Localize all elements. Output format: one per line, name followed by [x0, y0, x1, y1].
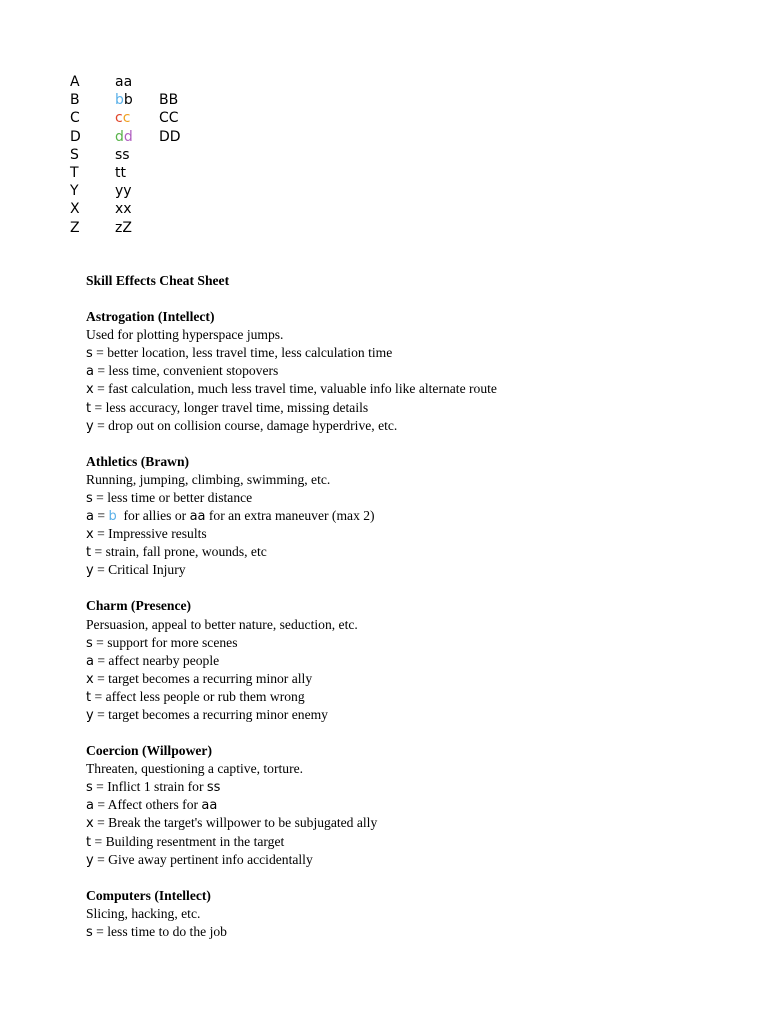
effect-text: = drop out on collision course, damage hyperdrive, etc. — [93, 417, 398, 433]
effect-line — [86, 507, 726, 525]
effect-text: = Give away pertinent info accidentally — [93, 851, 313, 867]
effect-symbol: y — [86, 852, 94, 868]
boost-symbol: b — [108, 509, 117, 525]
legend-key: Z — [70, 219, 80, 236]
effect-line — [86, 399, 726, 417]
effect-line — [86, 380, 726, 398]
effect-symbol: a — [86, 653, 94, 669]
effect-text: = Break the target's willpower to be subjugated ally — [93, 815, 378, 831]
effect-symbol: a — [86, 364, 94, 380]
legend-symbol-challenge: cc — [115, 110, 131, 127]
effect-symbol: a — [86, 509, 94, 525]
section-description: Threaten, questioning a captive, torture. — [86, 761, 304, 777]
effect-text: for an extra maneuver (max 2) — [205, 508, 375, 524]
effect-text: = target becomes a recurring minor ally — [93, 670, 313, 686]
effect-line — [86, 489, 726, 507]
effect-symbol: t — [86, 545, 92, 561]
effect-line — [86, 543, 726, 561]
legend-key: D — [70, 128, 81, 145]
legend-key: B — [70, 92, 80, 109]
effect-line — [86, 833, 726, 851]
legend-symbol: aa — [115, 74, 133, 90]
effect-text: = Critical Injury — [93, 562, 186, 578]
effect-text: = Impressive results — [93, 526, 207, 542]
effect-line — [86, 670, 726, 688]
section-heading: Computers (Intellect) — [86, 887, 211, 903]
effect-symbol: s — [86, 490, 93, 506]
legend-symbol: zZ — [115, 219, 132, 236]
effect-symbol: t — [86, 400, 92, 416]
effect-line — [86, 634, 726, 652]
section-description: Persuasion, appeal to better nature, seduction, etc. — [86, 616, 358, 632]
legend-symbol-difficulty: dd — [115, 128, 133, 145]
legend-key: C — [70, 110, 80, 127]
legend-key: X — [70, 201, 80, 218]
effect-line — [86, 561, 726, 579]
effect-text: = Inflict 1 strain for — [92, 779, 207, 795]
effect-text: = affect nearby people — [93, 652, 220, 668]
effect-symbol: x — [86, 816, 94, 832]
legend-alt: CC — [159, 110, 179, 127]
effect-text: = less time to do the job — [92, 923, 227, 939]
legend-key: Y — [70, 183, 79, 200]
document-title: Skill Effects Cheat Sheet — [86, 273, 230, 288]
effect-text: = less time or better distance — [92, 489, 253, 505]
effect-line — [86, 778, 726, 796]
section-heading: Coercion (Willpower) — [86, 743, 212, 759]
legend-alt: DD — [159, 128, 181, 145]
section-heading: Charm (Presence) — [86, 598, 192, 614]
effect-line — [86, 706, 726, 724]
effect-symbol: aa — [201, 798, 218, 814]
effect-symbol: s — [86, 346, 93, 362]
legend-symbol: xx — [115, 201, 132, 218]
legend-symbol: yy — [115, 183, 132, 200]
legend-symbol: ss — [115, 146, 130, 163]
effect-text: for allies or — [116, 508, 190, 524]
effect-line — [86, 344, 726, 362]
effect-line — [86, 688, 726, 706]
effect-symbol: ss — [206, 780, 221, 796]
effect-line — [86, 814, 726, 832]
effect-symbol: aa — [189, 509, 206, 525]
effect-line — [86, 851, 726, 869]
effect-line — [86, 362, 726, 380]
cheat-sheet — [86, 272, 726, 941]
section-description: Running, jumping, climbing, swimming, etc. — [86, 471, 331, 487]
legend-alt: BB — [159, 92, 179, 109]
effect-text: = support for more scenes — [92, 634, 238, 650]
legend-key: A — [70, 74, 80, 90]
legend-key: T — [70, 164, 79, 181]
effect-text: = target becomes a recurring minor enemy — [93, 706, 328, 722]
section-heading: Astrogation (Intellect) — [86, 309, 215, 325]
effect-text: = less accuracy, longer travel time, missing details — [91, 399, 369, 415]
effect-symbol: x — [86, 671, 94, 687]
section-description: Used for plotting hyperspace jumps. — [86, 327, 284, 343]
effect-line — [86, 652, 726, 670]
effect-text: = fast calculation, much less travel time, valuable info like alternate route — [93, 381, 497, 397]
effect-text: = Affect others for — [93, 797, 202, 813]
effect-symbol: x — [86, 527, 94, 543]
effect-symbol: t — [86, 689, 92, 705]
effect-symbol: y — [86, 418, 94, 434]
section-description: Slicing, hacking, etc. — [86, 905, 201, 921]
effect-text: = Building resentment in the target — [91, 833, 285, 849]
effect-symbol: s — [86, 635, 93, 651]
effect-symbol: y — [86, 707, 94, 723]
effect-line — [86, 923, 726, 941]
effect-symbol: s — [86, 780, 93, 796]
effect-text: = — [93, 508, 109, 524]
effect-symbol: s — [86, 924, 93, 940]
effect-line — [86, 417, 726, 435]
effect-text: = affect less people or rub them wrong — [91, 688, 305, 704]
effect-line — [86, 796, 726, 814]
effect-symbol: y — [86, 563, 94, 579]
effect-symbol: x — [86, 382, 94, 398]
section-heading: Athletics (Brawn) — [86, 453, 190, 469]
legend-symbol: tt — [115, 164, 126, 181]
effect-symbol: a — [86, 798, 94, 814]
effect-symbol: t — [86, 834, 92, 850]
effect-line — [86, 525, 726, 543]
legend-key: S — [70, 146, 79, 163]
legend-symbol-boost: bb — [115, 92, 133, 109]
effect-text: = less time, convenient stopovers — [93, 363, 279, 379]
effect-text: = strain, fall prone, wounds, etc — [91, 544, 267, 560]
effect-text: = better location, less travel time, less calculation time — [92, 345, 393, 361]
